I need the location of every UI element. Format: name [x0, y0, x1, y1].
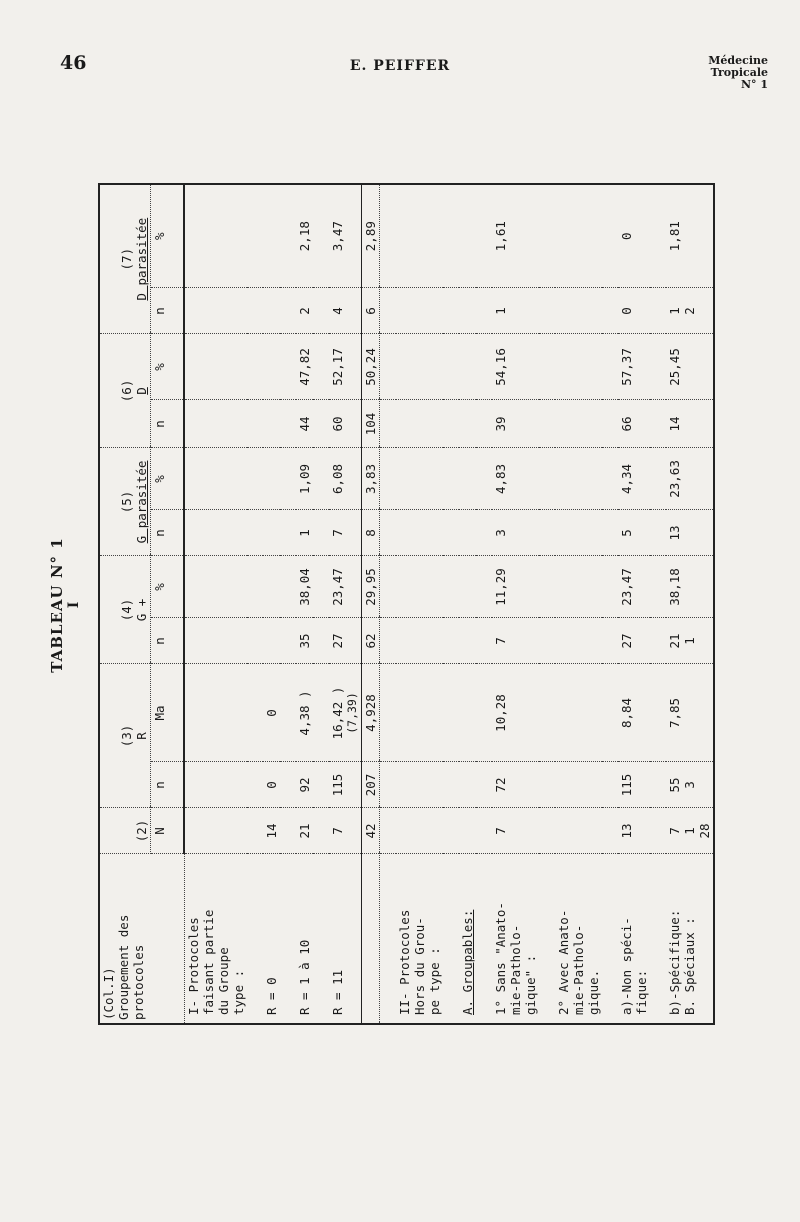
cell-Gp-pct: 1,09: [296, 448, 313, 510]
cell-R-ma: 7,85: [666, 664, 714, 762]
cell-Gp-n: 1: [296, 510, 313, 556]
cell-D-pct: 47,82: [296, 334, 313, 400]
table-row: [263, 184, 280, 1024]
cell-R-ma-value: 16,42: [329, 701, 345, 740]
cell-R-ma: [396, 664, 443, 762]
cell-Dp-pct: [263, 184, 280, 288]
cell-D-pct: 50,24: [361, 334, 379, 400]
header-col3-num: (3): [119, 724, 134, 748]
cell-D-n: 14: [666, 400, 714, 448]
header-col7-num: (7): [119, 247, 134, 271]
header-Gp-n: n: [151, 510, 185, 556]
cell-Dp-n: [396, 288, 443, 334]
header-col3: [99, 664, 151, 808]
table-title: TABLEAU N° 1: [48, 537, 66, 673]
cell-R-n: [555, 762, 602, 808]
cell-G-n: [263, 618, 280, 664]
row-label: R = 0: [263, 977, 279, 1015]
page-number: 46: [60, 52, 87, 74]
cell-D-pct: [396, 334, 443, 400]
cell-Gp-pct: 3,83: [361, 448, 379, 510]
cell-Dp-pct: [555, 184, 602, 288]
header-D-n: n: [151, 400, 185, 448]
table-row: [492, 184, 539, 1024]
cell-D-n: 104: [361, 400, 379, 448]
cell-R-ma: [555, 664, 602, 762]
header-G-pct: %: [151, 556, 185, 618]
cell-Dp-pct: [184, 184, 247, 288]
table-row-total: [361, 184, 379, 1024]
cell-Gp-pct: 6,08: [329, 448, 362, 510]
header-Dp-pct: %: [151, 184, 185, 288]
data-table: [98, 183, 715, 1025]
header-col4-num: (4): [119, 598, 134, 622]
cell-N: 7: [329, 808, 362, 854]
cell-Dp-pct: [396, 184, 443, 288]
cell-R-n: 115: [618, 762, 650, 808]
cell-Gp-n: [184, 510, 247, 556]
journal-label: [708, 55, 768, 91]
cell-Dp-n: 4: [329, 288, 362, 334]
header-col3-title: R: [134, 732, 149, 740]
cell-Dp-pct: 2,18: [296, 184, 313, 288]
row-label: 2° Avec Anato- mie-Patholo- gique.: [555, 909, 601, 1015]
header-col2-num: (2): [99, 808, 151, 854]
cell-Gp-n: 8: [361, 510, 379, 556]
cell-N: [396, 808, 443, 854]
cell-G-n: [184, 618, 247, 664]
cell-G-pct: [396, 556, 443, 618]
cell-G-n: [459, 618, 476, 664]
cell-R-ma-value: 4,38: [296, 705, 312, 736]
cell-R-ma: [184, 664, 247, 762]
cell-Dp-n: 1 2: [666, 288, 714, 334]
rotated-table-block: [48, 185, 712, 1025]
header-col6-num: (6): [119, 379, 134, 403]
cell-R-n: [459, 762, 476, 808]
header-N: N: [151, 808, 185, 854]
cell-R-n: 55 3: [666, 762, 714, 808]
header-col5: [99, 448, 151, 556]
cell-Gp-pct: 23,63: [666, 448, 714, 510]
cell-R-ma: 10,28: [492, 664, 539, 762]
table-row: [459, 184, 476, 1024]
cell-G-n: 27: [618, 618, 650, 664]
cell-D-n: [184, 400, 247, 448]
cell-R-n: 72: [492, 762, 539, 808]
header-col7-title: D parasitée: [134, 217, 149, 301]
running-head-author: E. PEIFFER: [349, 58, 451, 74]
header-G-n: n: [151, 618, 185, 664]
brace-note: (7,39): [344, 692, 359, 734]
table-row: [618, 184, 650, 1024]
cell-G-n: 35: [296, 618, 313, 664]
cell-N: 13: [618, 808, 650, 854]
cell-D-n: [555, 400, 602, 448]
cell-N: [555, 808, 602, 854]
cell-G-n: 21 1: [666, 618, 714, 664]
cell-Dp-n: [555, 288, 602, 334]
cell-D-n: 60: [329, 400, 362, 448]
cell-Gp-pct: [263, 448, 280, 510]
row-label: a)-Non spéci- fique:: [618, 917, 649, 1015]
cell-Gp-pct: [396, 448, 443, 510]
cell-R-ma: 8,84: [618, 664, 650, 762]
journal-line-1: Médecine: [708, 54, 768, 67]
cell-Gp-n: 7: [329, 510, 362, 556]
cell-N: 42: [361, 808, 379, 854]
header-col6: [99, 334, 151, 448]
cell-R-ma: [459, 664, 476, 762]
cell-G-n: 27: [329, 618, 362, 664]
cell-G-n: 7: [492, 618, 539, 664]
cell-G-pct: [459, 556, 476, 618]
cell-R-ma: 16,42 ) (7,39): [329, 664, 362, 762]
header-col5-num: (5): [119, 490, 134, 514]
cell-D-n: [396, 400, 443, 448]
row-label: R = 11: [329, 969, 345, 1015]
header-col5-title: G parasitée: [134, 460, 149, 544]
cell-D-pct: 52,17: [329, 334, 362, 400]
cell-G-n: [396, 618, 443, 664]
cell-D-pct: [263, 334, 280, 400]
table-row: [329, 184, 362, 1024]
cell-Dp-pct: 3,47: [329, 184, 362, 288]
row-label: b)-Spécifique: B. Spéciaux :: [666, 909, 697, 1015]
cell-G-pct: 23,47: [329, 556, 362, 618]
cell-R-n: [184, 762, 247, 808]
cell-N: 21: [296, 808, 313, 854]
cell-R-n: 92: [296, 762, 313, 808]
table-subtitle: I: [66, 601, 82, 609]
cell-Gp-pct: 4,83: [492, 448, 539, 510]
header-col6-title: D: [134, 387, 149, 395]
cell-D-pct: 25,45: [666, 334, 714, 400]
cell-G-pct: 38,18: [666, 556, 714, 618]
cell-R-n: 115: [329, 762, 362, 808]
cell-D-pct: [555, 334, 602, 400]
cell-G-pct: 38,04: [296, 556, 313, 618]
cell-D-n: 39: [492, 400, 539, 448]
cell-R-n: 0: [263, 762, 280, 808]
header-Gp-pct: %: [151, 448, 185, 510]
cell-D-n: 44: [296, 400, 313, 448]
header-D-pct: %: [151, 334, 185, 400]
cell-D-n: [459, 400, 476, 448]
cell-Dp-n: 0: [618, 288, 650, 334]
table-row: [184, 184, 247, 1024]
row-label: [361, 854, 379, 1024]
header-R-ma: Ma: [151, 664, 185, 762]
cell-Dp-n: 6: [361, 288, 379, 334]
table-caption: [48, 185, 82, 1025]
cell-Dp-n: 1: [492, 288, 539, 334]
cell-Gp-pct: 4,34: [618, 448, 650, 510]
cell-R-ma: 4,38 ): [296, 664, 313, 762]
row-label: 1° Sans "Anato- mie-Patholo- gique" :: [492, 902, 538, 1015]
header-col4-title: G +: [134, 598, 149, 622]
header-col7: [99, 184, 151, 334]
row-label: I- Protocoles faisant partie du Groupe type :: [185, 909, 246, 1015]
cell-D-n: 66: [618, 400, 650, 448]
cell-D-pct: 57,37: [618, 334, 650, 400]
cell-N: [459, 808, 476, 854]
cell-D-n: [263, 400, 280, 448]
cell-N: [184, 808, 247, 854]
cell-G-pct: 11,29: [492, 556, 539, 618]
cell-G-n: 62: [361, 618, 379, 664]
cell-G-pct: [184, 556, 247, 618]
cell-D-pct: [459, 334, 476, 400]
journal-line-3: N° 1: [740, 78, 768, 91]
cell-Dp-pct: 2,89: [361, 184, 379, 288]
cell-Dp-pct: 0: [618, 184, 650, 288]
cell-R-n: [396, 762, 443, 808]
header-col4: [99, 556, 151, 664]
cell-Gp-pct: [555, 448, 602, 510]
cell-R-ma: 0: [263, 664, 280, 762]
cell-G-pct: 29,95: [361, 556, 379, 618]
cell-Gp-n: 5: [618, 510, 650, 556]
table-row: [555, 184, 602, 1024]
cell-Dp-pct: 1,81: [666, 184, 714, 288]
cell-Gp-n: 13: [666, 510, 714, 556]
cell-Dp-pct: [459, 184, 476, 288]
table-row: [396, 184, 443, 1024]
row-label: II- Protocoles Hors du Grou- pe type :: [396, 909, 442, 1015]
table-row: [296, 184, 313, 1024]
table-row: [666, 184, 714, 1024]
cell-Dp-n: [184, 288, 247, 334]
cell-N: 7 1 28: [666, 808, 714, 854]
cell-Gp-n: [459, 510, 476, 556]
cell-G-pct: [555, 556, 602, 618]
cell-D-pct: 54,16: [492, 334, 539, 400]
cell-Gp-n: [396, 510, 443, 556]
cell-Gp-pct: [184, 448, 247, 510]
cell-Gp-pct: [459, 448, 476, 510]
cell-Dp-n: [459, 288, 476, 334]
cell-Gp-n: [263, 510, 280, 556]
cell-Dp-n: 2: [296, 288, 313, 334]
header-Dp-n: n: [151, 288, 185, 334]
row-label: R = 1 à 10: [296, 939, 312, 1015]
cell-D-pct: [184, 334, 247, 400]
cell-N: 7: [492, 808, 539, 854]
cell-Dp-n: [263, 288, 280, 334]
cell-Gp-n: 3: [492, 510, 539, 556]
cell-G-pct: [263, 556, 280, 618]
cell-Dp-pct: 1,61: [492, 184, 539, 288]
row-label: A. Groupables:: [459, 909, 475, 1015]
cell-G-n: [555, 618, 602, 664]
header-col1: (Col.I) Groupement des protocoles: [99, 854, 184, 1024]
cell-N: 14: [263, 808, 280, 854]
journal-line-2: Tropicale: [710, 66, 768, 79]
cell-G-pct: 23,47: [618, 556, 650, 618]
cell-R-n: 207: [361, 762, 379, 808]
cell-R-ma: 4,928: [361, 664, 379, 762]
cell-Gp-n: [555, 510, 602, 556]
header-R-n: n: [151, 762, 185, 808]
